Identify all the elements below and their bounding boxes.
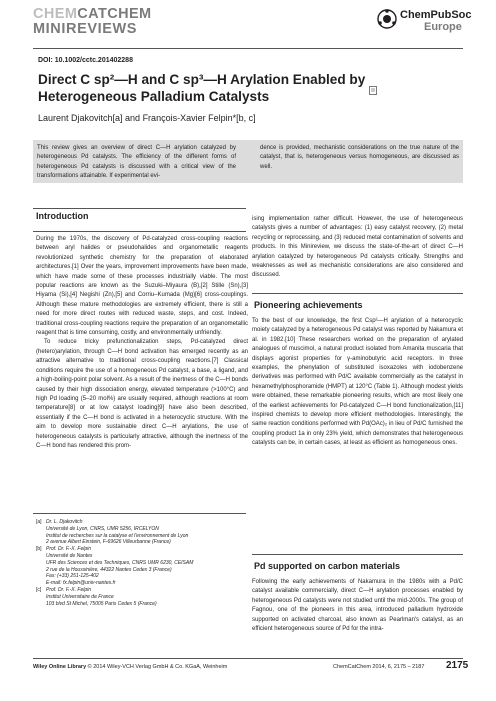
intro-body	[36, 235, 248, 451]
journal-name-light: CHEM	[33, 6, 78, 22]
right-col-paragraph-3: Following the early achievements of Nakamura in the 1980s with a Pd/C catalyst available commercially, direct C—H arylation processes enabled by heterogeneous Pd catalysts were not studied until the mid-2000s. The group of Fagnou, one of the pioneers in this area, introduced palladium hydroxide supported on activated charcoal, also known as Pearlman's catalyst, as an efficient heterogeneous source of Pd for the intra-	[252, 579, 463, 633]
publisher-name: ChemPubSoc	[400, 9, 472, 21]
affiliation-b: [b] Prof. Dr. F.-X. Felpin Université de Nantes UFR des Sciences et des Techniques, CNRS UMR 6230, CEISAM 2 rue de la Houssinière, 44322 Nantes Cedex 3 (France) Fax: (+33) 251-125-402 E-mail: fx.felpin@univ-nantes.fr	[36, 546, 194, 587]
right-col-paragraph-1: ising implementation rather difficult. However, the use of heterogeneous catalysts gives a number of advantages: (1) easy catalyst recovery, (2) metal recycling or reprocessing, and (3) reduced metal contamination of solvents and products. In this Minireview, we discuss the state-of-the-art of direct C—H arylation catalyzed by heterogeneous Pd catalysts critically. Strengths and weaknesses as well as mechanistic considerations are also considered and discussed.	[252, 216, 463, 279]
article-title	[38, 71, 468, 105]
header-rule	[33, 48, 463, 49]
authors: Laurent Djakovitch[a] and François-Xavier Felpin*[b, c]	[38, 113, 256, 123]
carbon-rule	[252, 554, 463, 555]
intro-rule-bottom	[33, 231, 246, 232]
title-line-2: Heterogeneous Palladium Catalysts	[38, 89, 270, 104]
journal-name	[33, 7, 152, 22]
journal-name-dark: CATCHEM	[77, 6, 152, 22]
pioneering-rule	[252, 293, 463, 294]
affiliation-rule	[33, 513, 246, 514]
intro-rule	[33, 208, 246, 209]
pioneering-heading: Pioneering achievements	[254, 300, 363, 310]
intro-paragraph-1: During the 1970s, the discovery of Pd-catalyzed cross-coupling reactions between aryl halides or pseudohalides and organometallic reagents revolutionized synthetic chemistry for the preparation of elaborated architectures.[1] Over the years, improvement improvements have been made, which have made some of these processes industrially viable. The most popular reactions are known as the Suzuki–Miyaura (B),[2] Stille (Sn),[3] Hiyama (Si),[4] Negishi (Zn),[5] and Corriu–Kumada (Mg)[6] cross-couplings. Although these mature methodologies are extremely efficient, there is still a need for more direct routes with reduced waste, steps, and cost. Indeed, traditional cross-coupling reactions require the preparation of an organometallic reagent that is time consuming, costly, and environmentally unfriendly.	[36, 236, 248, 337]
affiliation-a: [a] Dr. L. Djakovitch Université de Lyon, CNRS, UMR 5256, IRCELYON Institut de recherches sur la catalyse et l'environnement de Lyon 2 avenue Albert Einstein, F-69626 Villeurbanne (France)	[36, 519, 189, 546]
wiley-online-library-link[interactable]: Wiley Online Library	[33, 664, 87, 670]
intro-heading: Introduction	[36, 211, 89, 221]
title-line-1: Direct C sp²—H and C sp³—H Arylation Enabled by	[38, 72, 366, 87]
intro-paragraph-2: To reduce tricky prefunctionalization steps, Pd-catalyzed direct (hetero)arylation, through C—H bond activation has emerged recently as an attractive alternative to traditional cross-coupling reactions.[7] Classical conditions require the use of a homogeneous Pd catalyst, a base, a ligand, and a high-boiling-point polar solvent. As a result of the inertness of the C—H bonds caused by their high dissociation energy, elevated temperature (>100°C) and high Pd loading (5–20 mol%) are usually required, although reactions at room temperature[8] or at low catalyst loading[9] have also been described, essentially if the C—H bond is activated in a heterocyclic structure. With the aim to develop more sustainable direct C—H arylations, the use of heterogeneous catalysts is particularly attractive, although the inertness of the C—H bond has rendered this prom-	[36, 339, 248, 449]
chempubsoc-logo-icon	[376, 8, 398, 30]
right-col-paragraph-2: To the best of our knowledge, the first Csp²—H arylation of a heterocyclic moiety catalyzed by a heterogeneous Pd catalyst was reported by Nakamura et al. in 1982.[10] These researchers worked on the preparation of arylated analogues of muscimol, a natural product isolated from Amanita muscaria that displays agonist properties for γ-aminobutyric acid receptors. In three examples, the phenylation of substituted isoxazoles with iodobenzene derivatives was performed with Pd/C available commercially as the catalyst in hexamethylphosphoramide (HMPT) at 120°C (Table 1). Although modest yields were obtained, these remarkable pioneering results, which are most likely one of the earliest achievements for Pd-catalyzed C—H bond functionalization,[11] inspired chemists to develop more efficient methodologies. Interestingly, the same reaction conditions performed with Pd(OAc)₂ in lieu of Pd/C furnished the coupling product 1a in only 23% yield, which demonstrates that heterogeneous catalysts can be, in certain cases, at least as efficient as homogeneous ones.	[252, 318, 463, 447]
abstract-right: dence is provided, mechanistic considerations on the true nature of the catalyst, that is, heterogeneous versus homogeneous, are discussed as well.	[260, 145, 459, 170]
doi[interactable]: DOI: 10.1002/cctc.201402288	[38, 57, 133, 64]
page-number: 2175	[446, 660, 469, 671]
abstract-left: This review gives an overview of direct C—H arylation catalyzed by heterogeneous Pd catalysts. The efficiency of the different forms of heterogeneous Pd catalysts is discussed with a critical view of the transformations attainable. If experimental evi-	[37, 145, 236, 180]
special-issue-icon	[369, 86, 377, 95]
affiliation-c: [c] Prof. Dr. F.-X. Felpin Institut Universitaire de France 103 blvd St Michel, 75005 Paris Cedex 5 (France)	[36, 586, 157, 607]
affiliations	[36, 519, 250, 607]
author-email[interactable]: E-mail: fx.felpin@univ-nantes.fr	[46, 580, 116, 587]
publisher-sub: Europe	[424, 21, 462, 33]
footer-citation: ChemCatChem 2014, 6, 2175 – 2187	[333, 664, 425, 670]
carbon-heading: Pd supported on carbon materials	[254, 561, 401, 571]
footer-left: Wiley Online Library © 2014 Wiley-VCH Verlag GmbH & Co. KGaA, Weinheim	[33, 664, 228, 670]
footer-rule	[33, 658, 463, 659]
section-label: MINIREVIEWS	[33, 21, 138, 37]
